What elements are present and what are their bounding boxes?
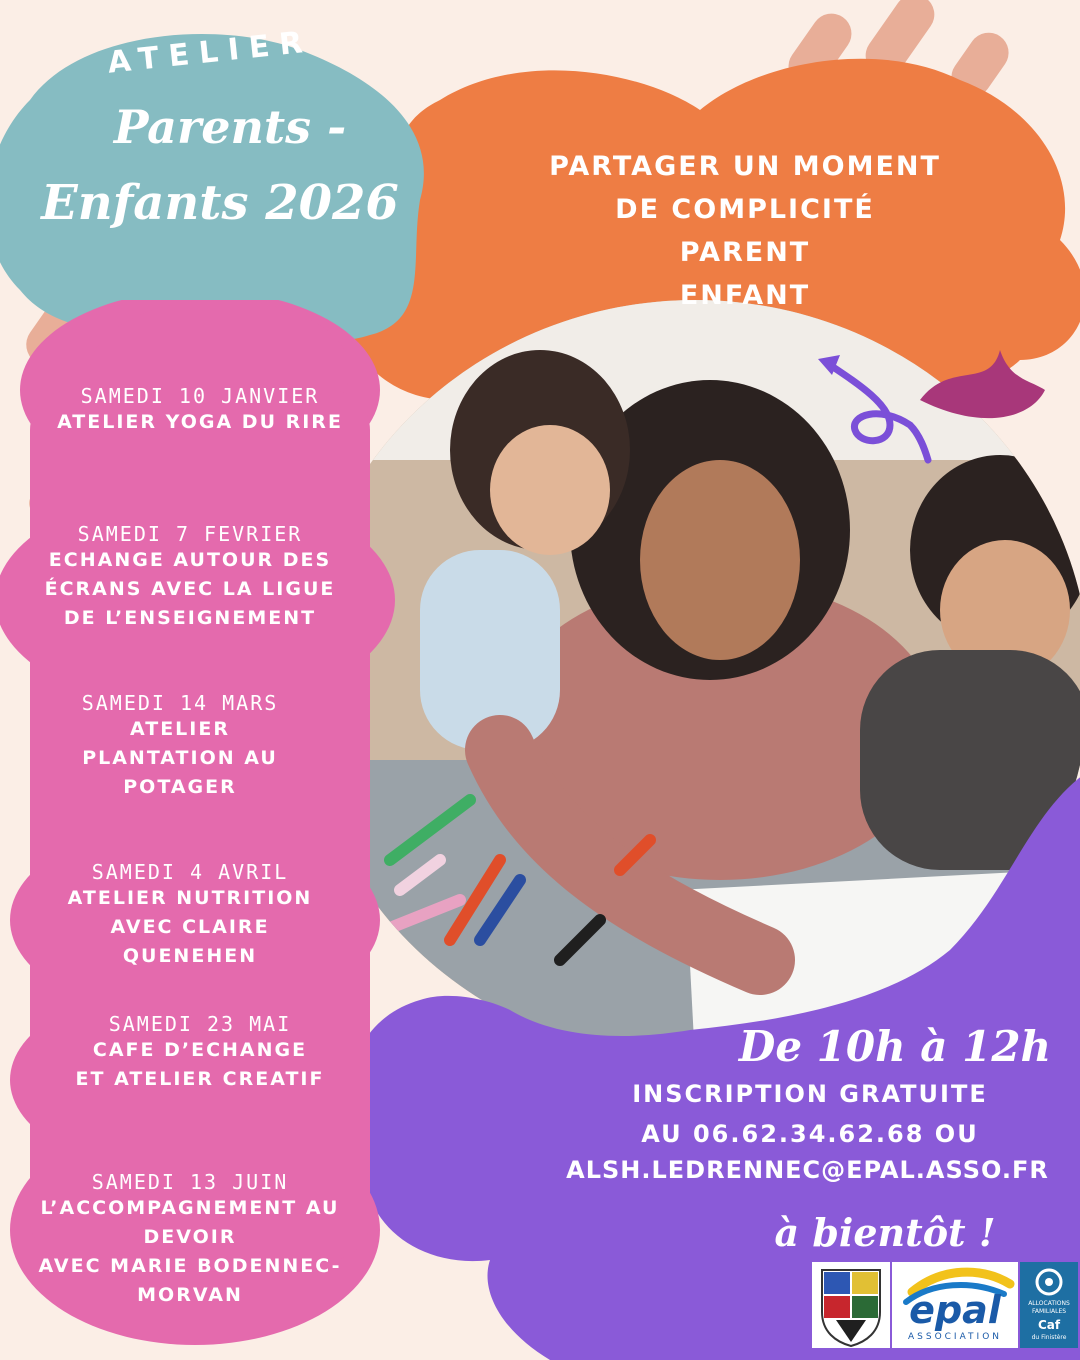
coat-of-arms-logo [812,1262,890,1348]
header-title-line1: Parents - [113,100,347,154]
event-desc-line: MORVAN [137,1284,243,1306]
caf-line1: ALLOCATIONS [1028,1300,1070,1307]
caf-line2: FAMILIALES [1031,1308,1067,1315]
event-desc-line: ÉCRANS AVEC LA LIGUE [44,578,336,600]
registration: INSCRIPTION GRATUITE [632,1080,988,1108]
event-desc-line: DE L’ENSEIGNEMENT [63,607,317,629]
epal-sub: ASSOCIATION [907,1332,1003,1342]
event-date: SAMEDI 7 FEVRIER [77,522,303,546]
event-desc-line: POTAGER [123,776,237,798]
curly-arrow-icon [810,345,940,465]
caf-logo [1020,1262,1078,1348]
event-desc-line: PLANTATION AU [82,747,278,769]
header-kicker: ATELIER [105,24,315,81]
event-desc-line: CAFE D’ECHANGE [92,1039,308,1061]
event-date: SAMEDI 14 MARS [81,691,279,715]
caf-line3: Caf [1037,1318,1061,1332]
event-desc-line: ECHANGE AUTOUR DES [48,549,332,571]
event-desc-line: AVEC MARIE BODENNEC- [38,1255,342,1277]
event-desc-line: AVEC CLAIRE [110,916,270,938]
epal-logo [892,1262,1018,1348]
email-link[interactable]: ALSH.LEDRENNEC@EPAL.ASSO.FR [566,1156,1049,1184]
event-desc-line: ATELIER [130,718,230,740]
phone-line: AU 06.62.34.62.68 OU [641,1120,979,1148]
hours: De 10h à 12h [738,1022,1052,1071]
event-desc-line: ATELIER NUTRITION [67,887,313,909]
event-date: SAMEDI 10 JANVIER [80,384,320,408]
event-desc-line: DEVOIR [143,1226,237,1248]
tagline-line: PARENT [679,237,811,268]
event-date: SAMEDI 4 AVRIL [91,860,289,884]
event-date: SAMEDI 23 MAI [108,1012,292,1036]
tagline-line: ENFANT [679,280,811,311]
event-desc-line: QUENEHEN [122,945,258,967]
closing: à bientôt ! [774,1210,996,1255]
event-item [10,860,370,971]
header-title-line2: Enfants 2026 [41,175,399,231]
event-desc-line: L’ACCOMPAGNEMENT AU [40,1197,340,1219]
event-desc-line: ATELIER YOGA DU RIRE [57,411,343,433]
event-item [10,1170,370,1310]
tagline-line: DE COMPLICITÉ [615,194,875,225]
event-item [20,384,380,437]
caf-line4: du Finistère [1031,1334,1067,1341]
tagline-line: PARTAGER UN MOMENT [549,151,941,182]
event-item [10,691,350,802]
epal-name: epal [909,1288,1001,1332]
event-item [10,522,370,633]
event-date: SAMEDI 13 JUIN [91,1170,289,1194]
event-desc-line: ET ATELIER CREATIF [75,1068,325,1090]
event-item [20,1012,380,1094]
tagline [520,145,970,317]
